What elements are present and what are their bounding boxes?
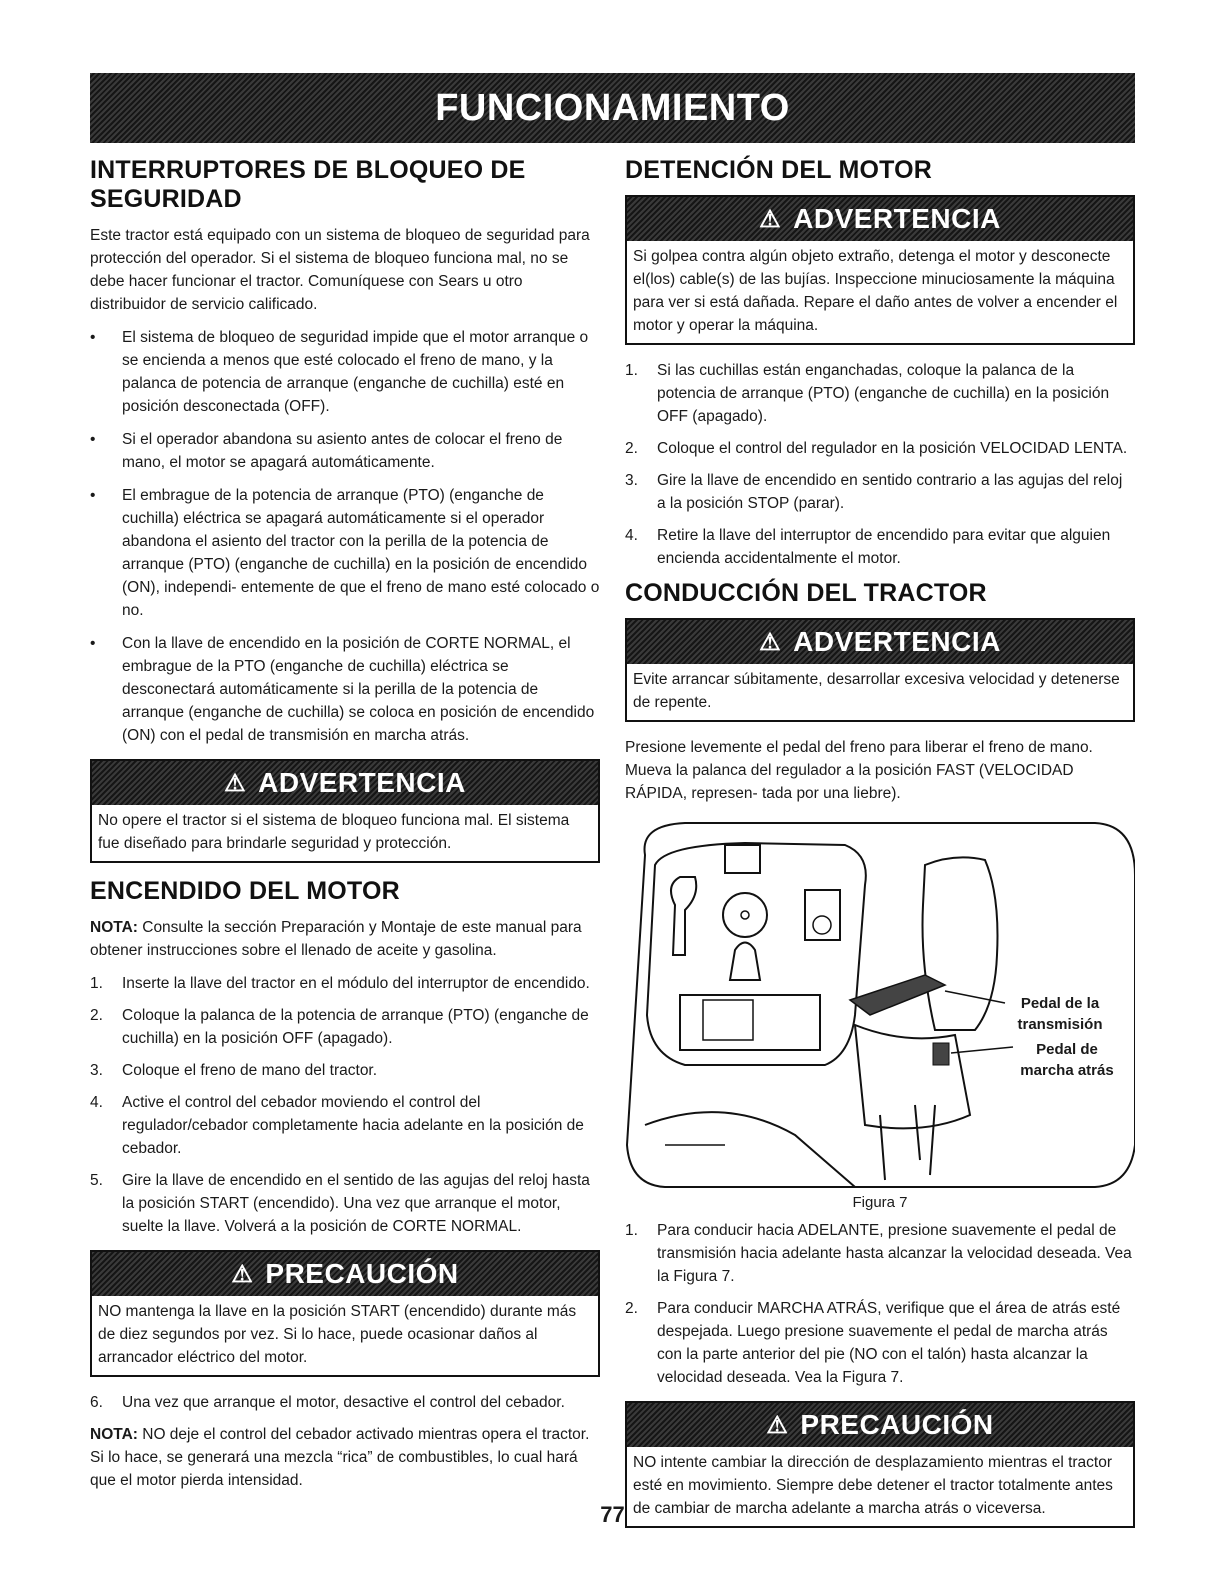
warning-triangle-icon: ⚠ — [766, 1411, 789, 1439]
caution-header — [92, 1252, 598, 1296]
figure-caption: Figura 7 — [852, 1194, 908, 1211]
step-item — [625, 359, 1135, 428]
warning-triangle-icon: ⚠ — [231, 1260, 254, 1288]
warning-text: Si golpea contra algún objeto extraño, detenga el motor y desconecte el(los) cable(s) de las bujías. Inspeccione minuciosamente la máquina para ver si está dañada. Repare el daño antes de volver a encender el motor y operar la máquina. — [633, 248, 1118, 334]
warning-title: ADVERTENCIA — [793, 626, 1001, 657]
warning-title: ADVERTENCIA — [258, 767, 466, 798]
driving-intro: Presione levemente el pedal del freno para liberar el freno de mano. Mueva la palanca del regulador a la posición FAST (VELOCIDAD RÁPIDA, represen- tada por una liebre). — [625, 739, 1093, 802]
caution-text: NO intente cambiar la dirección de desplazamiento mientras el tractor esté en movimiento. Siempre debe detener el tractor totalmente antes de cambiar de marcha adelante a marcha atrás o viceversa. — [633, 1454, 1113, 1517]
bullet-item: • Con la llave de encendido en la posición de CORTE NORMAL, el embrague de la PTO (enganche de cuchilla) eléctrica se desconectará automáticamente si la perilla de la potencia de arranque (enganche de cuchilla) se coloca en posición de encendido (ON) con el pedal de transmisión en marcha atrás. — [90, 632, 600, 747]
step-text: Active el control del cebador moviendo el control del regulador/cebador completamente hacia adelante en la posición de cebador. — [122, 1094, 584, 1157]
warning-triangle-icon: ⚠ — [759, 628, 782, 656]
bullet-item: • El sistema de bloqueo de seguridad impide que el motor arranque o se encienda a menos que esté colocado el freno de mano, y la palanca de potencia de arranque (enganche de cuchilla) esté en posición desconectada (OFF). — [90, 326, 600, 418]
step-number: 2. — [625, 440, 638, 457]
step-item — [625, 1219, 1135, 1288]
step-item — [625, 437, 1135, 460]
section-title-engine-stop: DETENCIÓN DEL MOTOR — [625, 156, 933, 184]
warning-text: No opere el tractor si el sistema de bloqueo funciona mal. El sistema fue diseñado para brindarle seguridad y protección. — [98, 812, 570, 852]
safety-bullets — [90, 326, 600, 747]
step-text: Para conducir hacia ADELANTE, presione suavemente el pedal de transmisión hacia adelante hasta alcanzar la velocidad deseada. Vea la Figura 7. — [657, 1222, 1132, 1285]
bullet-item: • Si el operador abandona su asiento antes de colocar el freno de mano, el motor se apagará automáticamente. — [90, 428, 600, 474]
step-number: 1. — [625, 362, 638, 379]
left-column — [90, 150, 600, 1502]
step-item — [625, 469, 1135, 515]
caution-box-start — [90, 1250, 600, 1377]
step-item — [625, 1297, 1135, 1389]
step-text: Una vez que arranque el motor, desactive el control del cebador. — [122, 1394, 565, 1411]
section-title-engine-start: ENCENDIDO DEL MOTOR — [90, 877, 400, 905]
step-item — [90, 1004, 600, 1050]
step-number: 1. — [90, 975, 103, 992]
start-steps-continued — [90, 1391, 600, 1414]
note-paragraph — [90, 1423, 600, 1492]
note-label: NOTA: — [90, 919, 138, 936]
step-number: 2. — [625, 1300, 638, 1317]
stop-steps — [625, 359, 1135, 570]
warning-text: Evite arrancar súbitamente, desarrollar excesiva velocidad y detenerse de repente. — [633, 671, 1120, 711]
start-steps — [90, 972, 600, 1238]
step-text: Coloque el control del regulador en la posición VELOCIDAD LENTA. — [657, 440, 1128, 457]
step-text: Coloque el freno de mano del tractor. — [122, 1062, 378, 1079]
step-number: 3. — [625, 472, 638, 489]
step-text: Para conducir MARCHA ATRÁS, verifique que el área de atrás esté despejada. Luego presione suavemente el pedal de marcha atrás con la parte anterior del pie (NO con el talón) hasta alcanzar la velocidad deseada. Vea la Figura 7. — [657, 1300, 1121, 1386]
step-item — [90, 1059, 600, 1082]
step-text: Si las cuchillas están enganchadas, coloque la palanca de la potencia de arranque (PTO) (enganche de cuchilla) en la posición OFF (apagado). — [657, 362, 1110, 425]
warning-box-stop — [625, 195, 1135, 345]
warning-box-driving — [625, 618, 1135, 722]
step-text: Gire la llave de encendido en el sentido de las agujas del reloj hasta la posición START (encendido). Una vez que arranque el motor, suelte la llave. Volverá a la posición de CORTE NORMAL. — [122, 1172, 590, 1235]
right-column — [625, 150, 1135, 1542]
step-text: Coloque la palanca de la potencia de arranque (PTO) (enganche de cuchilla) en la posición OFF (apagado). — [122, 1007, 589, 1047]
step-text: Gire la llave de encendido en sentido contrario a las agujas del reloj a la posición STOP (parar). — [657, 472, 1123, 512]
section-title-safety-interlock: INTERRUPTORES DE BLOQUEO DE SEGURIDAD — [90, 156, 526, 213]
step-number: 2. — [90, 1007, 103, 1024]
note-text: Consulte la sección Preparación y Montaje de este manual para obtener instrucciones sobre el llenado de aceite y gasolina. — [90, 919, 582, 959]
caution-title: PRECAUCIÓN — [265, 1258, 459, 1289]
step-item — [90, 972, 600, 995]
step-number: 4. — [90, 1094, 103, 1111]
driving-steps — [625, 1219, 1135, 1389]
warning-header — [92, 761, 598, 805]
step-item — [625, 524, 1135, 570]
page-banner — [90, 73, 1135, 143]
step-item — [90, 1169, 600, 1238]
caution-text: NO mantenga la llave en la posición START (encendido) durante más de diez segundos por vez. Si lo hace, puede ocasionar daños al arrancador eléctrico del motor. — [98, 1303, 577, 1366]
step-item — [90, 1091, 600, 1160]
step-number: 6. — [90, 1394, 103, 1411]
banner-title: FUNCIONAMIENTO — [435, 86, 790, 129]
warning-triangle-icon: ⚠ — [224, 769, 247, 797]
note-paragraph — [90, 916, 600, 962]
step-item — [90, 1391, 600, 1414]
step-number: 1. — [625, 1222, 638, 1239]
bullet-item: • El embrague de la potencia de arranque (PTO) (enganche de cuchilla) eléctrica se apagará automáticamente si el operador abandona el asiento del tractor con la perilla de la potencia de arranque (PTO) (enganche de cuchilla) en la posición de encendido (ON), independi- entemente de que el freno de mano esté colocado o no. — [90, 484, 600, 622]
section-title-driving: CONDUCCIÓN DEL TRACTOR — [625, 579, 987, 607]
warning-triangle-icon: ⚠ — [759, 205, 782, 233]
warning-header — [627, 620, 1133, 664]
note-label: NOTA: — [90, 1426, 138, 1443]
warning-box-interlock — [90, 759, 600, 863]
warning-title: ADVERTENCIA — [793, 203, 1001, 234]
step-text: Inserte la llave del tractor en el módulo del interruptor de encendido. — [122, 975, 590, 992]
page-number: 77 — [600, 1502, 625, 1527]
step-number: 4. — [625, 527, 638, 544]
callout-transmission-pedal: Pedal de la transmisión — [1017, 995, 1103, 1033]
warning-header — [627, 197, 1133, 241]
step-text: Retire la llave del interruptor de encendido para evitar que alguien encienda accidentalmente el motor. — [657, 527, 1111, 567]
note-text: NO deje el control del cebador activado mientras opera el tractor. Si lo hace, se generará una mezcla “rica” de combustibles, lo cual hará que el motor pierda intensidad. — [90, 1426, 590, 1489]
safety-intro: Este tractor está equipado con un sistema de bloqueo de seguridad para protección del operador. Si el sistema de bloqueo funciona mal, no se debe hacer funcionar el tractor. Comuníquese con Sears u otro distribuidor de servicio calificado. — [90, 227, 590, 313]
callout-reverse-pedal: Pedal de marcha atrás — [1020, 1041, 1114, 1079]
step-number: 5. — [90, 1172, 103, 1189]
caution-title: PRECAUCIÓN — [800, 1409, 994, 1440]
step-number: 3. — [90, 1062, 103, 1079]
caution-header — [627, 1403, 1133, 1447]
figure-7 — [625, 815, 1135, 1190]
